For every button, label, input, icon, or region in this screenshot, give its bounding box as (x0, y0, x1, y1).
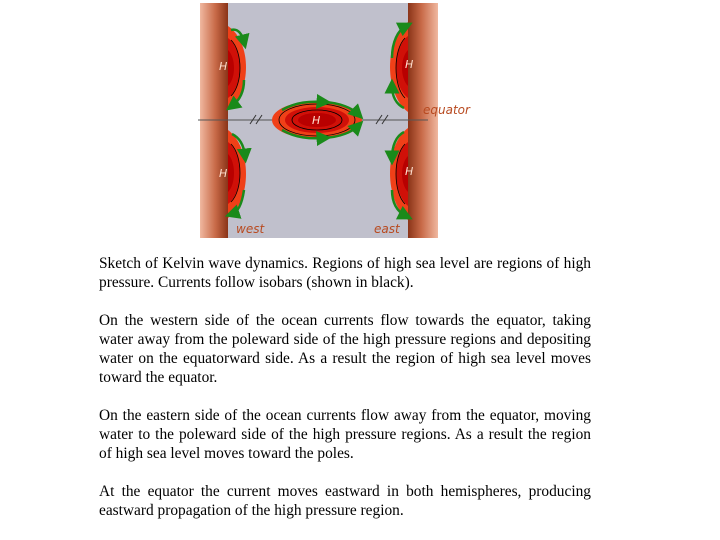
caption-text (99, 254, 591, 539)
high-label-west-south: H (219, 167, 228, 180)
equator-label: equator (423, 103, 470, 117)
high-label-east-south: H (405, 165, 414, 178)
high-label-east-north: H (405, 58, 414, 71)
east-label: east (374, 222, 400, 236)
high-label-equator: H (312, 114, 321, 127)
caption-paragraph: On the eastern side of the ocean currents flow away from the equator, moving water to the poleward side of the high pressure regions. As a result the region of high sea level moves toward the poles. (99, 407, 591, 462)
caption-paragraph: Sketch of Kelvin wave dynamics. Regions of high sea level are regions of high pressure. Currents follow isobars (shown in black). (99, 255, 591, 291)
kelvin-wave-sketch (0, 0, 720, 245)
west-label: west (236, 222, 265, 236)
caption-paragraph: At the equator the current moves eastward in both hemispheres, producing eastward propagation of the high pressure region. (99, 483, 591, 519)
caption-paragraph: On the western side of the ocean currents flow towards the equator, taking water away from the poleward side of the high pressure regions and depositing water on the equatorward side. As a result the region of high sea level moves toward the equator. (99, 312, 591, 386)
high-label-west-north: H (219, 60, 228, 73)
